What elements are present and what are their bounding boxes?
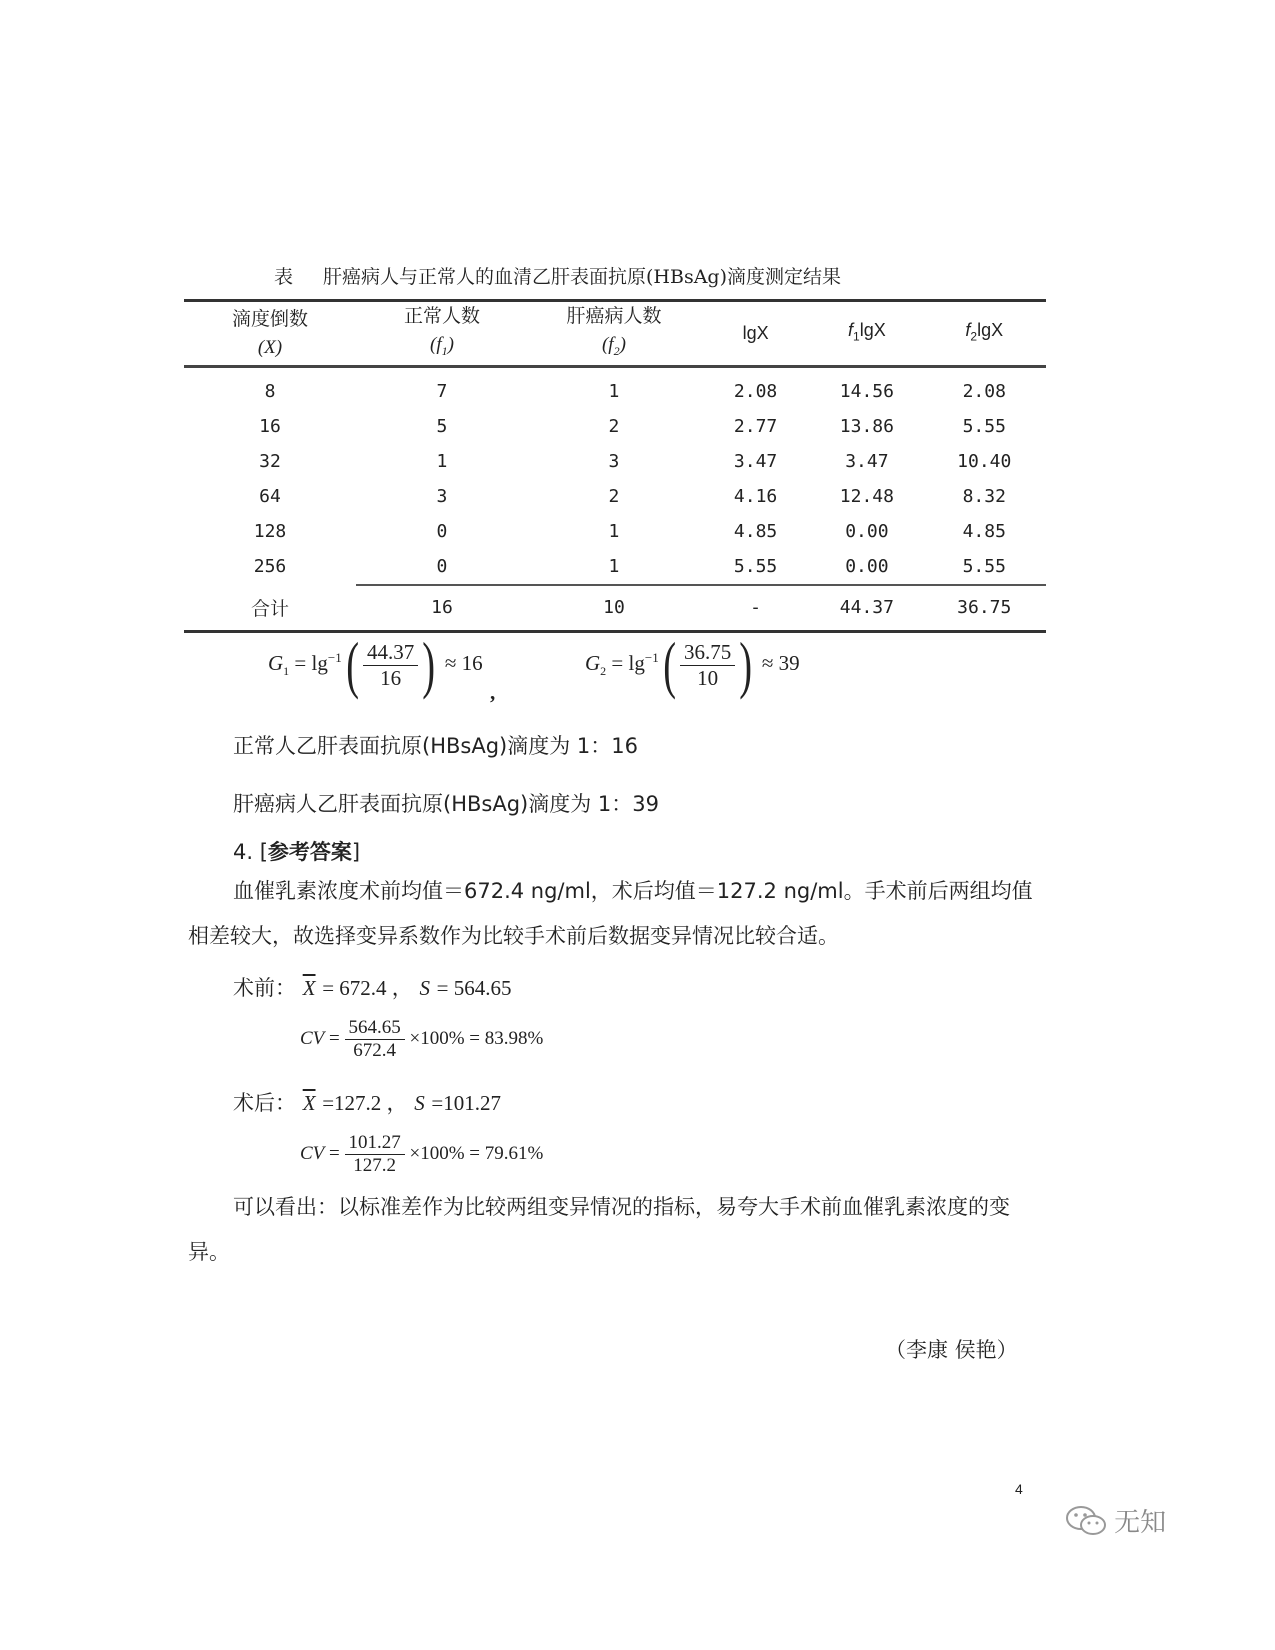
table-cell: 64 <box>259 485 281 507</box>
post-op-stats: 术后： $\overline{X} =127.2$ ， S =101.27 <box>233 1091 502 1115</box>
post-op-cv: CV = $\frac{101.27}{127.2}$ ×100% = 79.61% <box>300 1132 544 1176</box>
table-cell: 4.85 <box>733 520 778 542</box>
header-f2lgx: $f_2\lg X$ <box>923 301 1046 367</box>
authors: （李康 侯艳） <box>885 1338 1018 1362</box>
table-cell: 256 <box>253 556 287 578</box>
paragraph-means: 血催乳素浓度术前均值＝672.4 ng/ml，术后均值＝127.2 ng/ml。手术前后两组均值相差较大，故选择变异系数作为比较手术前后数据变异情况比较合适。 <box>188 879 1033 948</box>
table-cell: 44.37 <box>811 585 922 632</box>
table-cell: 2.08 <box>962 380 1006 402</box>
paragraph-conclusion: 可以看出：以标准差作为比较两组变异情况的指标，易夸大手术前血催乳素浓度的变异。 <box>188 1195 1010 1264</box>
table-cell: 0 <box>436 520 448 542</box>
table-cell: 0 <box>436 555 448 577</box>
table-row <box>184 444 1046 479</box>
table-cell: 12.48 <box>839 485 894 507</box>
formula-comma: , <box>490 680 496 704</box>
header-titer: 滴度倒数 (X) <box>184 301 356 367</box>
question-4-heading: 4. [参考答案] <box>233 840 361 864</box>
table-cell: 1 <box>608 555 620 577</box>
page-number: 4 <box>1015 1481 1023 1497</box>
table-cell: 3.47 <box>845 450 889 472</box>
table-cell: 4.16 <box>733 485 778 507</box>
table-row <box>184 514 1046 549</box>
table-cell: 3.47 <box>733 450 778 472</box>
table-body <box>184 366 1046 631</box>
table-row <box>184 409 1046 444</box>
header-lgx: lgX <box>700 301 811 367</box>
data-table <box>184 299 1046 633</box>
table-cell: 16 <box>356 585 528 632</box>
table-cell: - <box>700 585 811 632</box>
table-row <box>184 366 1046 409</box>
table-cell: 4.85 <box>962 520 1006 542</box>
table-cell: 10 <box>528 585 700 632</box>
table-cell: 0.00 <box>845 555 889 577</box>
table-cell: 8 <box>264 380 276 402</box>
table-cell: 5.55 <box>962 415 1006 437</box>
table-title: 肝癌病人与正常人的血清乙肝表面抗原(HBsAg)滴度测定结果 <box>323 266 841 288</box>
table-cell: 8.32 <box>962 485 1006 507</box>
table-cell: 16 <box>259 415 281 437</box>
table-header-row <box>184 301 1046 367</box>
table-cell: 合计 <box>184 585 356 632</box>
header-normal: 正常人数 $(f_1)$ <box>356 301 528 367</box>
table-cell: 3 <box>436 485 448 507</box>
table-cell: 128 <box>253 520 287 542</box>
table-cell: 2.77 <box>733 415 778 437</box>
result-cancer: 肝癌病人乙肝表面抗原(HBsAg)滴度为 1：39 <box>233 792 659 816</box>
header-f1lgx: $f_1\lg X$ <box>811 301 922 367</box>
table-cell: 5 <box>436 415 448 437</box>
result-normal: 正常人乙肝表面抗原(HBsAg)滴度为 1：16 <box>233 734 638 758</box>
table-cell: 1 <box>608 380 620 402</box>
table-label: 表 <box>274 266 294 288</box>
table-cell: 7 <box>436 380 448 402</box>
wechat-icon <box>1065 1503 1109 1539</box>
table-cell: 32 <box>259 450 281 472</box>
table-cell: 3 <box>608 450 620 472</box>
table-cell: 1 <box>608 520 620 542</box>
formula-g1: $G_1 = \lg^{-1}$( $\frac{44.37}{16}$ ) ≈ 16 <box>268 629 483 700</box>
table-cell: 2 <box>608 415 620 437</box>
formula-g2: $G_2 = \lg^{-1}$( $\frac{36.75}{10}$ ) ≈ 39 <box>585 629 800 700</box>
table-total-row <box>184 585 1046 632</box>
watermark: 无知 <box>1065 1502 1166 1539</box>
table-cell: 2 <box>608 485 620 507</box>
table-cell: 0.00 <box>845 520 889 542</box>
table-cell: 5.55 <box>733 555 778 577</box>
table-cell: 5.55 <box>962 555 1006 577</box>
table-cell: 1 <box>436 450 448 472</box>
pre-op-stats: 术前： $\overline{X} = 672.4$ ， S = 564.65 <box>233 976 512 1000</box>
pre-op-cv: CV = $\frac{564.65}{672.4}$ ×100% = 83.98% <box>300 1017 544 1061</box>
table-cell: 10.40 <box>957 450 1012 472</box>
table-cell: 13.86 <box>839 415 894 437</box>
table-row <box>184 479 1046 514</box>
table-row <box>184 549 1046 585</box>
table-cell: 2.08 <box>733 380 778 402</box>
header-cancer: 肝癌病人数 $(f_2)$ <box>528 301 700 367</box>
table-cell: 14.56 <box>839 380 894 402</box>
table-cell: 36.75 <box>923 585 1046 632</box>
